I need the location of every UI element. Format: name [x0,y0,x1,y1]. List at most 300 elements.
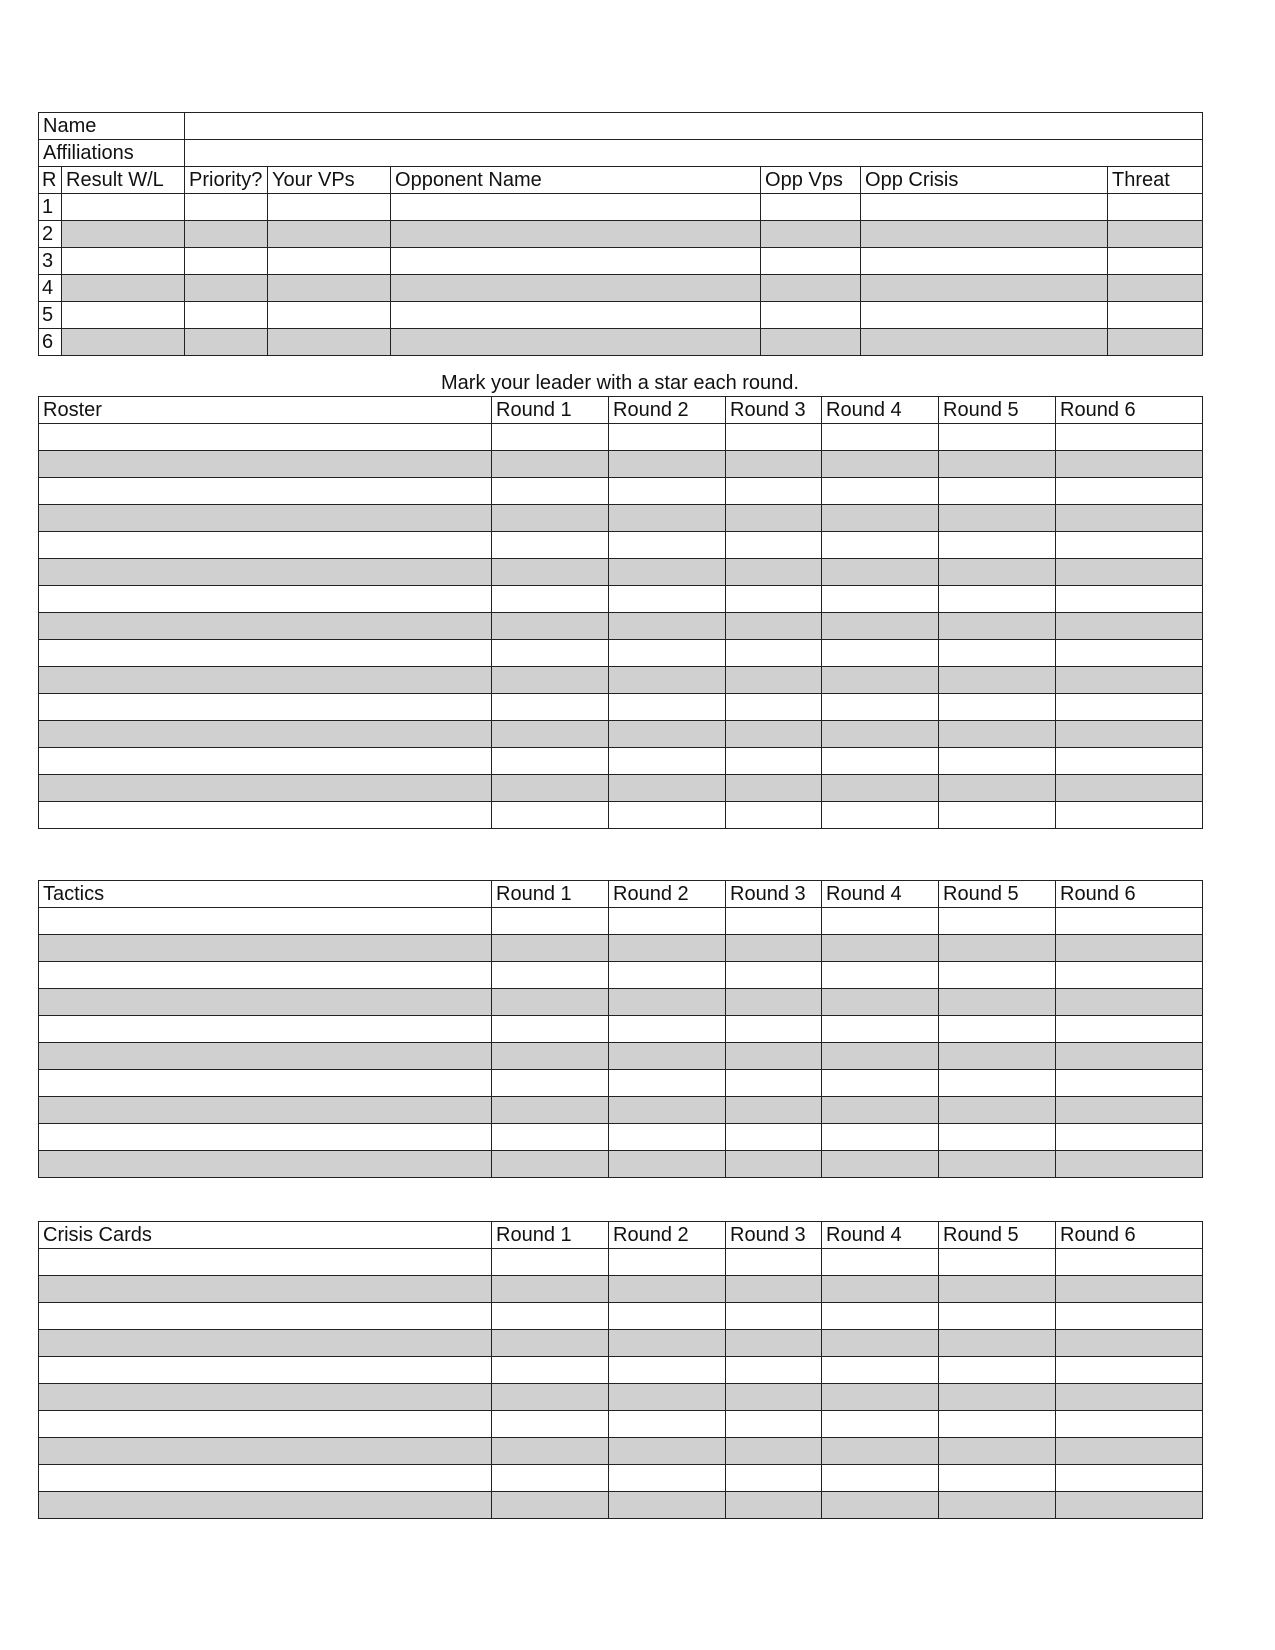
roster-round-cell[interactable] [939,424,1056,451]
crisis-round-cell[interactable] [726,1492,822,1519]
opponent-name-cell[interactable] [391,221,761,248]
tactics-round-cell[interactable] [492,1124,609,1151]
crisis-round-cell[interactable] [609,1492,726,1519]
your-vps-cell[interactable] [268,221,391,248]
roster-round-cell[interactable] [609,424,726,451]
tactics-round-cell[interactable] [726,1151,822,1178]
crisis-round-cell[interactable] [609,1357,726,1384]
tactics-round-cell[interactable] [609,1016,726,1043]
tactics-round-cell[interactable] [1056,1097,1203,1124]
crisis-round-cell[interactable] [939,1357,1056,1384]
roster-round-cell[interactable] [1056,748,1203,775]
roster-round-cell[interactable] [939,721,1056,748]
priority-cell[interactable] [185,248,268,275]
crisis-round-cell[interactable] [822,1492,939,1519]
crisis-round-cell[interactable] [1056,1303,1203,1330]
tactics-round-cell[interactable] [492,908,609,935]
crisis-round-cell[interactable] [939,1492,1056,1519]
crisis-round-cell[interactable] [726,1330,822,1357]
your-vps-cell[interactable] [268,302,391,329]
roster-round-cell[interactable] [726,694,822,721]
tactics-round-cell[interactable] [726,962,822,989]
tactics-round-cell[interactable] [726,908,822,935]
roster-round-cell[interactable] [1056,478,1203,505]
crisis-round-cell[interactable] [609,1438,726,1465]
roster-round-cell[interactable] [609,775,726,802]
roster-round-cell[interactable] [1056,667,1203,694]
roster-round-cell[interactable] [822,613,939,640]
opponent-name-cell[interactable] [391,329,761,356]
threat-cell[interactable] [1108,329,1203,356]
tactics-round-cell[interactable] [822,1070,939,1097]
roster-round-cell[interactable] [939,613,1056,640]
crisis-round-cell[interactable] [939,1249,1056,1276]
roster-round-cell[interactable] [492,424,609,451]
opponent-name-cell[interactable] [391,248,761,275]
tactics-round-cell[interactable] [822,1043,939,1070]
tactics-row [39,989,1203,1016]
tactics-entry-cell[interactable] [39,1097,492,1124]
opp-crisis-cell[interactable] [861,275,1108,302]
roster-round-cell[interactable] [726,559,822,586]
tactics-entry-cell[interactable] [39,1043,492,1070]
tactics-round-cell[interactable] [822,1124,939,1151]
opp-vps-cell[interactable] [761,275,861,302]
tactics-entry-cell[interactable] [39,1016,492,1043]
roster-round-cell[interactable] [609,694,726,721]
roster-entry-cell[interactable] [39,694,492,721]
roster-round-cell[interactable] [609,640,726,667]
roster-round-cell[interactable] [1056,694,1203,721]
crisis-round-cell[interactable] [939,1303,1056,1330]
roster-round-cell[interactable] [726,424,822,451]
tactics-round-cell[interactable] [1056,962,1203,989]
roster-round-cell[interactable] [492,505,609,532]
crisis-entry-cell[interactable] [39,1438,492,1465]
tactics-round-cell[interactable] [1056,908,1203,935]
roster-round-cell[interactable] [822,640,939,667]
roster-round-cell[interactable] [492,802,609,829]
roster-round-cell[interactable] [726,505,822,532]
crisis-round-cell[interactable] [492,1276,609,1303]
roster-round-cell[interactable] [609,451,726,478]
tactics-round-cell[interactable] [939,935,1056,962]
roster-round-cell[interactable] [822,505,939,532]
roster-round-cell[interactable] [726,586,822,613]
crisis-round-cell[interactable] [609,1465,726,1492]
crisis-round-cell[interactable] [726,1303,822,1330]
tactics-round-cell[interactable] [492,962,609,989]
crisis-round-cell[interactable] [492,1438,609,1465]
crisis-entry-cell[interactable] [39,1465,492,1492]
roster-round-cell[interactable] [726,478,822,505]
roster-round-cell[interactable] [822,559,939,586]
roster-round-cell[interactable] [609,559,726,586]
roster-round-cell[interactable] [726,640,822,667]
roster-round-cell[interactable] [822,424,939,451]
crisis-round-cell[interactable] [492,1330,609,1357]
crisis-round-cell[interactable] [939,1330,1056,1357]
roster-entry-cell[interactable] [39,424,492,451]
roster-round-cell[interactable] [492,532,609,559]
roster-round-cell[interactable] [492,694,609,721]
crisis-round-cell[interactable] [1056,1438,1203,1465]
roster-round-cell[interactable] [492,586,609,613]
crisis-round-cell[interactable] [822,1438,939,1465]
tactics-round-cell[interactable] [822,935,939,962]
priority-cell[interactable] [185,302,268,329]
roster-round-cell[interactable] [939,694,1056,721]
tactics-round-cell[interactable] [492,1016,609,1043]
roster-round-cell[interactable] [726,748,822,775]
crisis-round-cell[interactable] [726,1249,822,1276]
roster-round-cell[interactable] [726,451,822,478]
tactics-round-cell[interactable] [726,1016,822,1043]
result-cell[interactable] [62,302,185,329]
tactics-round-cell[interactable] [492,935,609,962]
your-vps-cell[interactable] [268,329,391,356]
opp-crisis-cell[interactable] [861,302,1108,329]
tactics-round-cell[interactable] [1056,1151,1203,1178]
roster-round-cell[interactable] [726,532,822,559]
name-field[interactable] [185,113,1203,140]
threat-cell[interactable] [1108,194,1203,221]
tactics-round-cell[interactable] [822,962,939,989]
roster-entry-cell[interactable] [39,451,492,478]
tactics-round-cell[interactable] [1056,1124,1203,1151]
roster-row [39,478,1203,505]
tactics-round-cell[interactable] [939,908,1056,935]
crisis-round-cell[interactable] [726,1384,822,1411]
crisis-round-cell[interactable] [726,1411,822,1438]
crisis-entry-cell[interactable] [39,1276,492,1303]
crisis-round-cell[interactable] [492,1465,609,1492]
tactics-round-cell[interactable] [726,1043,822,1070]
tactics-entry-cell[interactable] [39,908,492,935]
roster-round-cell[interactable] [822,694,939,721]
tactics-round-cell[interactable] [609,1043,726,1070]
roster-round-cell[interactable] [822,721,939,748]
crisis-round-cell[interactable] [822,1411,939,1438]
tactics-entry-cell[interactable] [39,962,492,989]
crisis-entry-cell[interactable] [39,1303,492,1330]
opponent-name-cell[interactable] [391,194,761,221]
result-cell[interactable] [62,221,185,248]
crisis-round-cell[interactable] [1056,1465,1203,1492]
opponent-name-cell[interactable] [391,275,761,302]
crisis-round-cell[interactable] [939,1465,1056,1492]
crisis-round-cell[interactable] [822,1303,939,1330]
crisis-entry-cell[interactable] [39,1330,492,1357]
crisis-round-cell[interactable] [726,1276,822,1303]
tactics-round-cell[interactable] [609,908,726,935]
threat-cell[interactable] [1108,221,1203,248]
tactics-round-cell[interactable] [939,1151,1056,1178]
roster-round-cell[interactable] [822,586,939,613]
roster-entry-cell[interactable] [39,532,492,559]
tactics-round-cell[interactable] [492,989,609,1016]
roster-round-cell[interactable] [1056,586,1203,613]
roster-round-cell[interactable] [939,559,1056,586]
tactics-entry-cell[interactable] [39,935,492,962]
tactics-round-cell[interactable] [609,1070,726,1097]
roster-round-cell[interactable] [822,451,939,478]
crisis-round-cell[interactable] [492,1303,609,1330]
crisis-round-cell[interactable] [822,1357,939,1384]
tactics-round-cell[interactable] [492,1151,609,1178]
tactics-entry-cell[interactable] [39,1124,492,1151]
crisis-entry-cell[interactable] [39,1249,492,1276]
roster-round-cell[interactable] [1056,613,1203,640]
opp-vps-cell[interactable] [761,302,861,329]
tactics-title: Tactics [39,881,492,908]
roster-round-cell[interactable] [1056,532,1203,559]
roster-round-cell[interactable] [609,667,726,694]
tactics-round-cell[interactable] [822,908,939,935]
roster-entry-cell[interactable] [39,667,492,694]
roster-round-cell[interactable] [492,559,609,586]
tactics-entry-cell[interactable] [39,1070,492,1097]
tactics-round-cell[interactable] [726,1070,822,1097]
tactics-round-cell[interactable] [1056,1043,1203,1070]
threat-cell[interactable] [1108,302,1203,329]
roster-round-header: Round 6 [1056,397,1203,424]
result-cell[interactable] [62,248,185,275]
crisis-round-cell[interactable] [939,1384,1056,1411]
roster-round-cell[interactable] [822,532,939,559]
roster-entry-cell[interactable] [39,559,492,586]
roster-entry-cell[interactable] [39,748,492,775]
tactics-round-cell[interactable] [609,1097,726,1124]
opp-vps-cell[interactable] [761,329,861,356]
roster-entry-cell[interactable] [39,721,492,748]
roster-round-cell[interactable] [822,667,939,694]
roster-round-cell[interactable] [609,613,726,640]
roster-round-cell[interactable] [492,478,609,505]
crisis-round-cell[interactable] [492,1492,609,1519]
roster-round-cell[interactable] [822,775,939,802]
roster-round-cell[interactable] [939,532,1056,559]
tactics-round-cell[interactable] [939,1097,1056,1124]
roster-round-cell[interactable] [1056,802,1203,829]
tactics-round-cell[interactable] [609,935,726,962]
crisis-round-cell[interactable] [492,1249,609,1276]
roster-round-cell[interactable] [609,748,726,775]
opp-vps-cell[interactable] [761,194,861,221]
tactics-round-cell[interactable] [726,989,822,1016]
crisis-round-cell[interactable] [1056,1411,1203,1438]
roster-round-cell[interactable] [1056,775,1203,802]
roster-round-cell[interactable] [939,505,1056,532]
opp-crisis-cell[interactable] [861,194,1108,221]
crisis-entry-cell[interactable] [39,1492,492,1519]
roster-round-cell[interactable] [1056,451,1203,478]
crisis-round-cell[interactable] [1056,1249,1203,1276]
roster-round-cell[interactable] [609,586,726,613]
result-cell[interactable] [62,329,185,356]
roster-round-cell[interactable] [939,667,1056,694]
roster-round-cell[interactable] [492,613,609,640]
crisis-round-cell[interactable] [609,1330,726,1357]
roster-round-cell[interactable] [609,721,726,748]
crisis-row [39,1249,1203,1276]
roster-round-cell[interactable] [822,802,939,829]
tactics-round-cell[interactable] [822,1151,939,1178]
result-cell[interactable] [62,194,185,221]
opp-crisis-cell[interactable] [861,248,1108,275]
tactics-round-cell[interactable] [939,1043,1056,1070]
roster-round-cell[interactable] [939,640,1056,667]
tactics-round-cell[interactable] [726,1097,822,1124]
roster-round-cell[interactable] [492,748,609,775]
roster-round-cell[interactable] [609,532,726,559]
opponent-name-cell[interactable] [391,302,761,329]
tactics-round-cell[interactable] [609,989,726,1016]
crisis-round-cell[interactable] [492,1384,609,1411]
crisis-round-cell[interactable] [726,1465,822,1492]
crisis-round-cell[interactable] [609,1249,726,1276]
threat-cell[interactable] [1108,275,1203,302]
tactics-round-cell[interactable] [939,1124,1056,1151]
tactics-entry-cell[interactable] [39,1151,492,1178]
tactics-round-cell[interactable] [822,989,939,1016]
roster-entry-cell[interactable] [39,613,492,640]
roster-round-cell[interactable] [939,775,1056,802]
crisis-entry-cell[interactable] [39,1411,492,1438]
roster-round-cell[interactable] [1056,559,1203,586]
roster-round-cell[interactable] [492,451,609,478]
crisis-round-cell[interactable] [492,1411,609,1438]
tactics-round-cell[interactable] [726,935,822,962]
tactics-round-cell[interactable] [492,1043,609,1070]
tactics-round-cell[interactable] [939,989,1056,1016]
crisis-round-cell[interactable] [492,1357,609,1384]
roster-round-cell[interactable] [492,667,609,694]
tactics-round-cell[interactable] [609,1151,726,1178]
crisis-round-cell[interactable] [939,1411,1056,1438]
tactics-round-cell[interactable] [492,1097,609,1124]
roster-round-cell[interactable] [726,775,822,802]
roster-round-cell[interactable] [492,775,609,802]
roster-round-cell[interactable] [726,667,822,694]
roster-entry-cell[interactable] [39,640,492,667]
roster-round-header: Round 4 [822,397,939,424]
roster-round-cell[interactable] [609,505,726,532]
roster-round-header: Round 5 [939,397,1056,424]
tactics-round-cell[interactable] [822,1016,939,1043]
priority-cell[interactable] [185,275,268,302]
your-vps-cell[interactable] [268,194,391,221]
tactics-round-cell[interactable] [822,1097,939,1124]
affiliations-field[interactable] [185,140,1203,167]
roster-entry-cell[interactable] [39,478,492,505]
roster-round-cell[interactable] [726,613,822,640]
tactics-round-cell[interactable] [609,1124,726,1151]
opp-crisis-cell[interactable] [861,221,1108,248]
tactics-round-cell[interactable] [1056,1016,1203,1043]
roster-entry-cell[interactable] [39,802,492,829]
crisis-round-cell[interactable] [609,1384,726,1411]
roster-round-cell[interactable] [822,478,939,505]
crisis-round-cell[interactable] [822,1276,939,1303]
priority-cell[interactable] [185,221,268,248]
opp-crisis-cell[interactable] [861,329,1108,356]
tactics-entry-cell[interactable] [39,989,492,1016]
tactics-round-cell[interactable] [939,1016,1056,1043]
your-vps-cell[interactable] [268,248,391,275]
tactics-round-cell[interactable] [1056,935,1203,962]
tactics-round-cell[interactable] [939,962,1056,989]
crisis-round-cell[interactable] [1056,1384,1203,1411]
roster-round-cell[interactable] [939,802,1056,829]
crisis-round-cell[interactable] [939,1276,1056,1303]
crisis-row [39,1465,1203,1492]
tactics-round-cell[interactable] [726,1124,822,1151]
roster-round-cell[interactable] [1056,721,1203,748]
roster-round-cell[interactable] [1056,424,1203,451]
roster-round-cell[interactable] [609,802,726,829]
tactics-round-cell[interactable] [609,962,726,989]
crisis-round-cell[interactable] [1056,1276,1203,1303]
threat-cell[interactable] [1108,248,1203,275]
crisis-round-cell[interactable] [1056,1330,1203,1357]
priority-cell[interactable] [185,194,268,221]
roster-entry-cell[interactable] [39,586,492,613]
opp-vps-cell[interactable] [761,248,861,275]
result-cell[interactable] [62,275,185,302]
roster-round-cell[interactable] [1056,505,1203,532]
tactics-round-cell[interactable] [1056,989,1203,1016]
roster-round-cell[interactable] [492,721,609,748]
crisis-round-cell[interactable] [609,1276,726,1303]
crisis-round-cell[interactable] [822,1465,939,1492]
crisis-round-cell[interactable] [726,1438,822,1465]
crisis-round-cell[interactable] [822,1330,939,1357]
crisis-round-header: Round 2 [609,1222,726,1249]
roster-round-cell[interactable] [1056,640,1203,667]
priority-cell[interactable] [185,329,268,356]
roster-round-cell[interactable] [939,586,1056,613]
crisis-entry-cell[interactable] [39,1357,492,1384]
tactics-round-cell[interactable] [939,1070,1056,1097]
roster-entry-cell[interactable] [39,775,492,802]
crisis-round-cell[interactable] [609,1303,726,1330]
crisis-round-cell[interactable] [1056,1492,1203,1519]
opp-vps-cell[interactable] [761,221,861,248]
roster-round-cell[interactable] [822,748,939,775]
crisis-round-cell[interactable] [1056,1357,1203,1384]
leader-note: Mark your leader with a star each round. [441,372,799,394]
roster-entry-cell[interactable] [39,505,492,532]
crisis-entry-cell[interactable] [39,1384,492,1411]
crisis-round-cell[interactable] [939,1438,1056,1465]
roster-round-cell[interactable] [492,640,609,667]
crisis-round-cell[interactable] [609,1411,726,1438]
tactics-round-cell[interactable] [492,1070,609,1097]
roster-round-cell[interactable] [939,451,1056,478]
crisis-round-cell[interactable] [726,1357,822,1384]
roster-round-cell[interactable] [939,748,1056,775]
crisis-row [39,1357,1203,1384]
roster-round-cell[interactable] [939,478,1056,505]
roster-round-cell[interactable] [726,721,822,748]
roster-round-cell[interactable] [726,802,822,829]
crisis-round-cell[interactable] [822,1384,939,1411]
tactics-round-cell[interactable] [1056,1070,1203,1097]
roster-round-cell[interactable] [609,478,726,505]
your-vps-cell[interactable] [268,275,391,302]
crisis-round-cell[interactable] [822,1249,939,1276]
